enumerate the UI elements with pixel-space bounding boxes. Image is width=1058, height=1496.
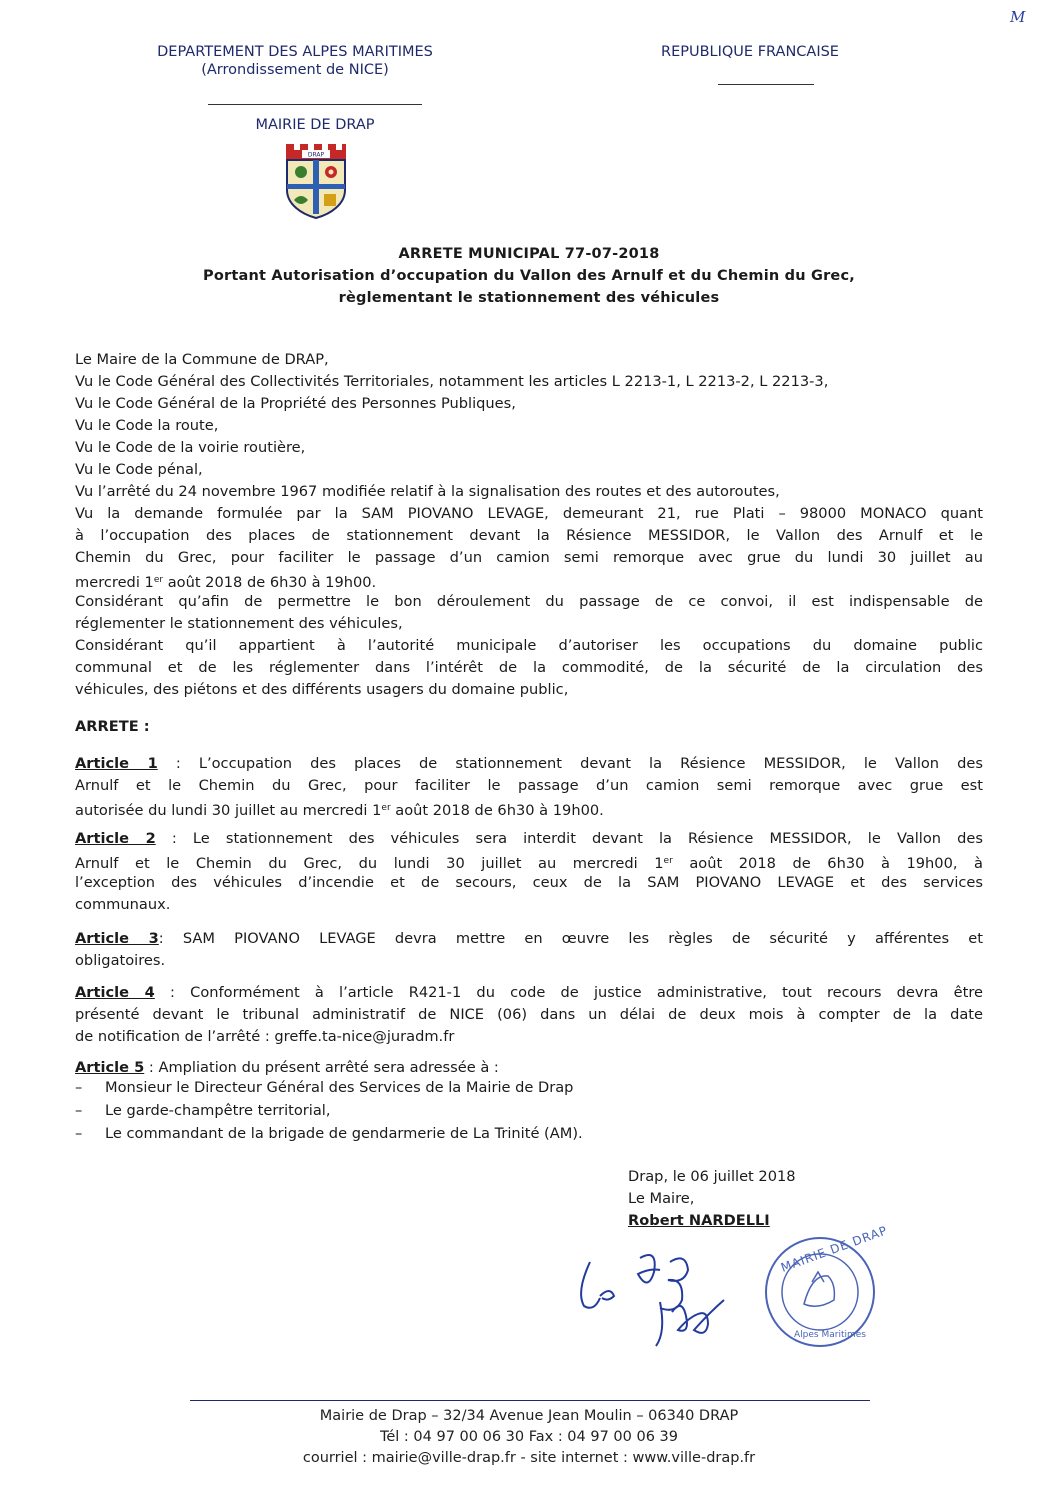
article-2-label: Article 2 xyxy=(75,830,156,847)
superscript: er xyxy=(663,856,673,866)
text-fragment: : Ampliation du présent arrêté sera adressée à : xyxy=(144,1059,499,1076)
text-fragment: : SAM PIOVANO LEVAGE devra mettre en œuvre les règles de sécurité y afférentes et xyxy=(158,930,983,947)
department-line: DEPARTEMENT DES ALPES MARITIMES xyxy=(157,44,433,60)
preamble-line: Considérant qu’afin de permettre le bon déroulement du passage de ce convoi, il est indispensable de xyxy=(75,593,983,610)
text-fragment: août 2018 de 6h30 à 19h00. xyxy=(163,574,377,591)
stamp-bottom-text: Alpes Maritimes xyxy=(794,1330,866,1340)
preamble-line: Vu le Code Général des Collectivités Territoriales, notamment les articles L 2213-1, L 2213-2, L 2213-3, xyxy=(75,373,829,390)
mairie-name xyxy=(215,117,415,133)
footer-phone: Tél : 04 97 00 06 30 Fax : 04 97 00 06 39 xyxy=(379,1429,678,1445)
article-4-line: présenté devant le tribunal administratif de NICE (06) dans un délai de deux mois à compter de la date xyxy=(75,1006,983,1023)
preamble-line: Vu le Code de la voirie routière, xyxy=(75,439,306,456)
recipient-item: – Le garde-champêtre territorial, xyxy=(75,1102,331,1119)
recipient-text: Monsieur le Directeur Général des Services de la Mairie de Drap xyxy=(105,1079,574,1096)
preamble-line: réglementer le stationnement des véhicules, xyxy=(75,615,403,632)
recipient-text: Le garde-champêtre territorial, xyxy=(105,1102,331,1119)
svg-text:DRAP: DRAP xyxy=(307,151,325,159)
text-fragment: autorisée du lundi 30 juillet au mercredi 1 xyxy=(75,802,382,819)
decree-subject-cont: règlementant le stationnement des véhicules xyxy=(338,290,720,306)
recipient-item: – Le commandant de la brigade de gendarmerie de La Trinité (AM). xyxy=(75,1125,583,1142)
department-name xyxy=(130,44,460,78)
article-3-label: Article 3 xyxy=(75,930,159,947)
official-stamp xyxy=(760,1223,890,1352)
preamble-line: Considérant qu’il appartient à l’autorité municipale d’autoriser les occupations du domaine public xyxy=(75,637,983,654)
recipient-item: – Monsieur le Directeur Général des Services de la Mairie de Drap xyxy=(75,1079,574,1096)
signature-name: Robert NARDELLI xyxy=(628,1212,770,1229)
article-5-line xyxy=(75,1057,983,1079)
preamble-line: à l’occupation des places de stationnement devant la Résience MESSIDOR, le Vallon des Arnulf et le xyxy=(75,527,983,544)
superscript: er xyxy=(153,575,164,585)
arrete-heading: ARRETE : xyxy=(75,718,150,735)
article-1-line: Arnulf et le Chemin du Grec, pour faciliter le passage d’un camion semi remorque avec grue est xyxy=(75,777,983,794)
article-4-label: Article 4 xyxy=(75,984,155,1001)
header-left-rule xyxy=(208,104,422,105)
recipient-text: Le commandant de la brigade de gendarmerie de La Trinité (AM). xyxy=(105,1125,583,1142)
decree-subject: Portant Autorisation d’occupation du Vallon des Arnulf et du Chemin du Grec, xyxy=(203,268,855,284)
superscript: er xyxy=(381,803,391,813)
signature-role: Le Maire, xyxy=(628,1190,695,1207)
preamble-line: Vu le Code Général de la Propriété des Personnes Publiques, xyxy=(75,395,516,412)
article-2-line: communaux. xyxy=(75,896,171,913)
preamble-line: véhicules, des piétons et des différents usagers du domaine public, xyxy=(75,681,569,698)
stamp-text: MAIRIE DE DRAP xyxy=(779,1223,890,1275)
preamble-line: communal et de les réglementer dans l’intérêt de la commodité, de la sécurité de la circulation des xyxy=(75,659,983,676)
text-fragment: : L’occupation des places de stationnement devant la Résience MESSIDOR, le Vallon des xyxy=(157,755,983,772)
preamble-line: Le Maire de la Commune de DRAP, xyxy=(75,351,329,368)
footer-contact: courriel : mairie@ville-drap.fr - site internet : www.ville-drap.fr xyxy=(302,1450,756,1466)
text-fragment: : Conformément à l’article R421-1 du code de justice administrative, tout recours devra être xyxy=(154,984,983,1001)
article-3-line: obligatoires. xyxy=(75,952,166,969)
decree-title-block xyxy=(100,243,958,309)
article-2-line xyxy=(75,828,983,850)
preamble-line: Vu l’arrêté du 24 novembre 1967 modifiée relatif à la signalisation des routes et des autoroutes, xyxy=(75,483,780,500)
text-fragment: Arnulf et le Chemin du Grec, du lundi 30 juillet au mercredi 1 xyxy=(75,855,664,872)
text-fragment: mercredi 1 xyxy=(75,574,154,591)
republique-label xyxy=(630,44,870,60)
preamble-line: Vu la demande formulée par la SAM PIOVANO LEVAGE, demeurant 21, rue Plati – 98000 MONACO quant xyxy=(75,505,983,522)
arrondissement-line: (Arrondissement de NICE) xyxy=(201,62,389,78)
mairie-name-text: MAIRIE DE DRAP xyxy=(255,117,375,133)
signature-date: Drap, le 06 juillet 2018 xyxy=(628,1168,796,1185)
text-fragment: : Le stationnement des véhicules sera interdit devant la Résience MESSIDOR, le Vallon des xyxy=(155,830,983,847)
header-right-rule xyxy=(718,84,814,85)
text-fragment: août 2018 de 6h30 à 19h00. xyxy=(390,802,604,819)
corner-initials-text: M xyxy=(1010,8,1026,26)
corner-initials xyxy=(1010,8,1025,26)
preamble-line: Vu le Code pénal, xyxy=(75,461,203,478)
article-1-label: Article 1 xyxy=(75,755,158,772)
preamble-line: Vu le Code la route, xyxy=(75,417,219,434)
text-fragment: août 2018 de 6h30 à 19h00, à xyxy=(672,855,984,872)
republique-text: REPUBLIQUE FRANCAISE xyxy=(661,44,839,60)
handwritten-signature xyxy=(560,1232,760,1352)
article-5-label: Article 5 xyxy=(75,1059,145,1076)
decree-number: ARRETE MUNICIPAL 77-07-2018 xyxy=(398,246,660,262)
article-4-line xyxy=(75,982,983,1004)
article-2-line: l’exception des véhicules d’incendie et de secours, ceux de la SAM PIOVANO LEVAGE et des services xyxy=(75,874,983,891)
article-4-line: de notification de l’arrêté : greffe.ta-nice@juradm.fr xyxy=(75,1028,455,1045)
coat-of-arms xyxy=(284,140,348,220)
preamble-line: Chemin du Grec, pour faciliter le passage d’un camion semi remorque avec grue du lundi 30 juillet au xyxy=(75,549,983,566)
article-1-line xyxy=(75,797,983,822)
article-3-line xyxy=(75,928,983,950)
article-1-line xyxy=(75,753,983,775)
footer-address: Mairie de Drap – 32/34 Avenue Jean Moulin – 06340 DRAP xyxy=(319,1408,739,1424)
footer-rule xyxy=(190,1400,870,1401)
